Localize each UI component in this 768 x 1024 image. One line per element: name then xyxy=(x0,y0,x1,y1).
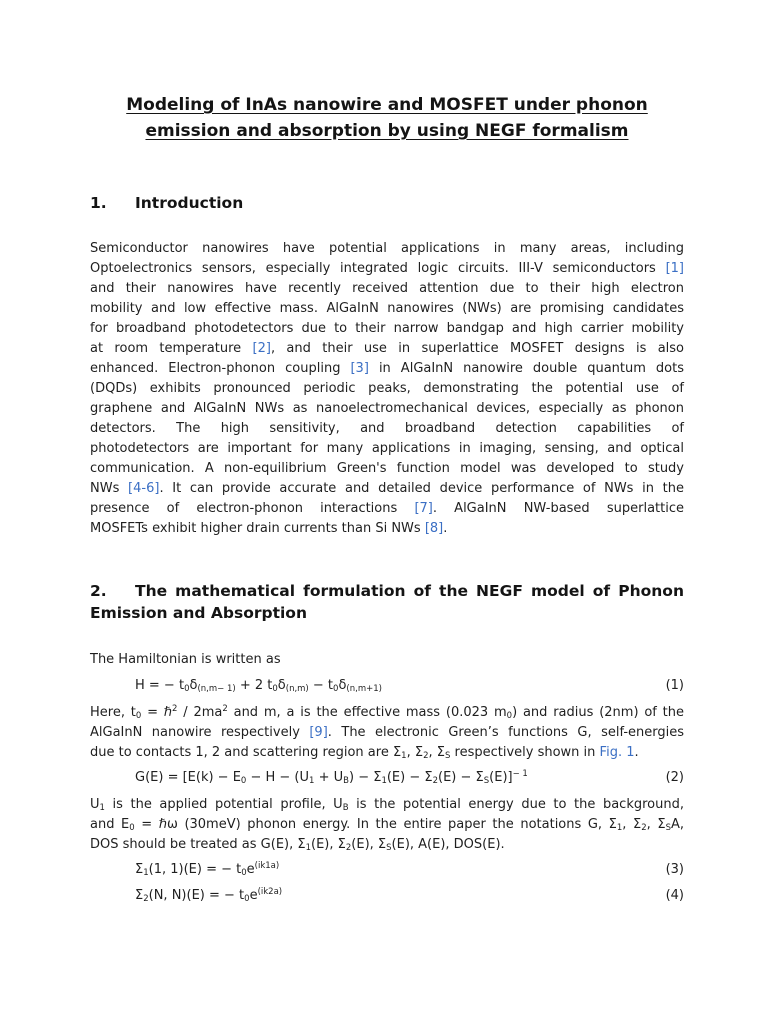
intro-line: and their nanowires have recently received attention due to their high electron xyxy=(90,281,684,296)
paragraph xyxy=(90,795,684,855)
citation-link[interactable]: [4-6] xyxy=(128,481,160,496)
intro-line: communication. A non-equilibrium Green's function model was developed to study xyxy=(90,461,684,476)
figure-link[interactable]: Fig. 1 xyxy=(599,745,635,760)
intro-line: presence of electron-phonon interactions [7]. AlGaInN NW-based superlattice xyxy=(90,501,684,516)
citation-link[interactable]: [9] xyxy=(309,725,328,740)
citation-link[interactable]: [7] xyxy=(414,501,433,516)
citation-link[interactable]: [1] xyxy=(665,261,684,276)
title-line-2: emission and absorption by using NEGF formalism xyxy=(145,121,629,141)
section-number: 2. xyxy=(90,582,107,600)
equation-3: $\Sigma_1(1$, 1)(E) = − $t_0e^{(ik1a)}$ (3) xyxy=(135,861,684,878)
intro-line: NWs [4-6]. It can provide accurate and detailed device performance of NWs in the xyxy=(90,481,684,496)
paragraph-line: $U_1$ is the applied potential profile, $U_B$ is the potential energy due to the background, xyxy=(90,797,684,813)
intro-line: mobility and low effective mass. AlGaInN nanowires (NWs) are promising candidates xyxy=(90,301,684,316)
equation-1: H = − $t_0\delta_{(n,m- 1)} + 2$ $t_0\delta_{(n,m)} - t_0\delta_{(n,m+1)}$ (1) xyxy=(135,678,684,694)
equation-number: (4) xyxy=(665,888,684,903)
title-line-1: Modeling of InAs nanowire and MOSFET under phonon xyxy=(126,95,648,115)
section-2-heading xyxy=(90,580,684,624)
paragraph xyxy=(90,703,684,763)
intro-line: MOSFETs exhibit higher drain currents than Si NWs [8]. xyxy=(90,521,448,536)
section-number: 1. xyxy=(90,194,107,212)
citation-link[interactable]: [2] xyxy=(252,341,271,356)
intro-line: at room temperature [2], and their use in superlattice MOSFET designs is also xyxy=(90,341,685,356)
paper-title xyxy=(90,92,684,144)
intro-line: photodetectors are important for many applications in imaging, sensing, and optical xyxy=(90,441,684,456)
equation-4: $\Sigma_2(N$, N)(E) = − $t_0e^{(ik2a)}$ (4) xyxy=(135,887,684,904)
hamiltonian-intro: The Hamiltonian is written as xyxy=(90,652,281,667)
paragraph-line: due to contacts 1, 2 and scattering region are $\Sigma_1$, $\Sigma_2$, $\Sigma_S$ respectively shown in Fig. 1. xyxy=(90,745,639,761)
paragraph-line: and $E_0$ = ℏω (30meV) phonon energy. In the entire paper the notations G, $\Sigma_1$, $\Sigma_2$, $\Sigma_SA$, xyxy=(90,817,685,833)
equation-number: (2) xyxy=(665,770,684,785)
intro-line: for broadband photodetectors due to their narrow bandgap and high carrier mobility xyxy=(90,321,684,336)
intro-line: (DQDs) exhibits pronounced periodic peaks, demonstrating the potential use of xyxy=(90,381,684,396)
intro-line: graphene and AlGaInN NWs as nanoelectromechanical devices, especially as phonon xyxy=(90,401,684,416)
intro-line: enhanced. Electron-phonon coupling [3] in AlGaInN nanowire double quantum dots xyxy=(90,361,685,376)
paragraph-line: Here, $t_0$ = ℏ$^2$ / $2ma^2$ and m, a is the effective mass (0.023 $m_0$) and radius (2nm) of the xyxy=(90,704,684,721)
equation-number: (1) xyxy=(665,678,684,693)
equation-number: (3) xyxy=(665,862,684,877)
intro-line: Semiconductor nanowires have potential applications in many areas, including xyxy=(90,241,684,256)
paragraph-line: AlGaInN nanowire respectively [9]. The electronic Green’s functions G, self-energies xyxy=(90,725,684,740)
citation-link[interactable]: [3] xyxy=(350,361,369,376)
paragraph-line: DOS should be treated as G(E), $\Sigma_1(E)$, $\Sigma_2(E)$, $\Sigma_S(E)$, A(E), DOS(E). xyxy=(90,837,505,853)
intro-line: Optoelectronics sensors, especially integrated logic circuits. III-V semiconductors [1] xyxy=(90,261,684,276)
citation-link[interactable]: [8] xyxy=(424,521,444,536)
intro-line: detectors. The high sensitivity, and broadband detection capabilities of xyxy=(90,421,684,436)
section-title: Introduction xyxy=(135,194,244,212)
equation-2: $G(E) = [E(k) - E_0 - H - (U_1 + U_B) - \Sigma_1(E) - \Sigma_2(E) - \Sigma_S(E)]^{- 1}$ (2) xyxy=(135,769,684,786)
section-title: The mathematical formulation of the NEGF model of Phonon Emission and Absorption xyxy=(90,582,684,622)
section-1-heading xyxy=(90,194,243,212)
